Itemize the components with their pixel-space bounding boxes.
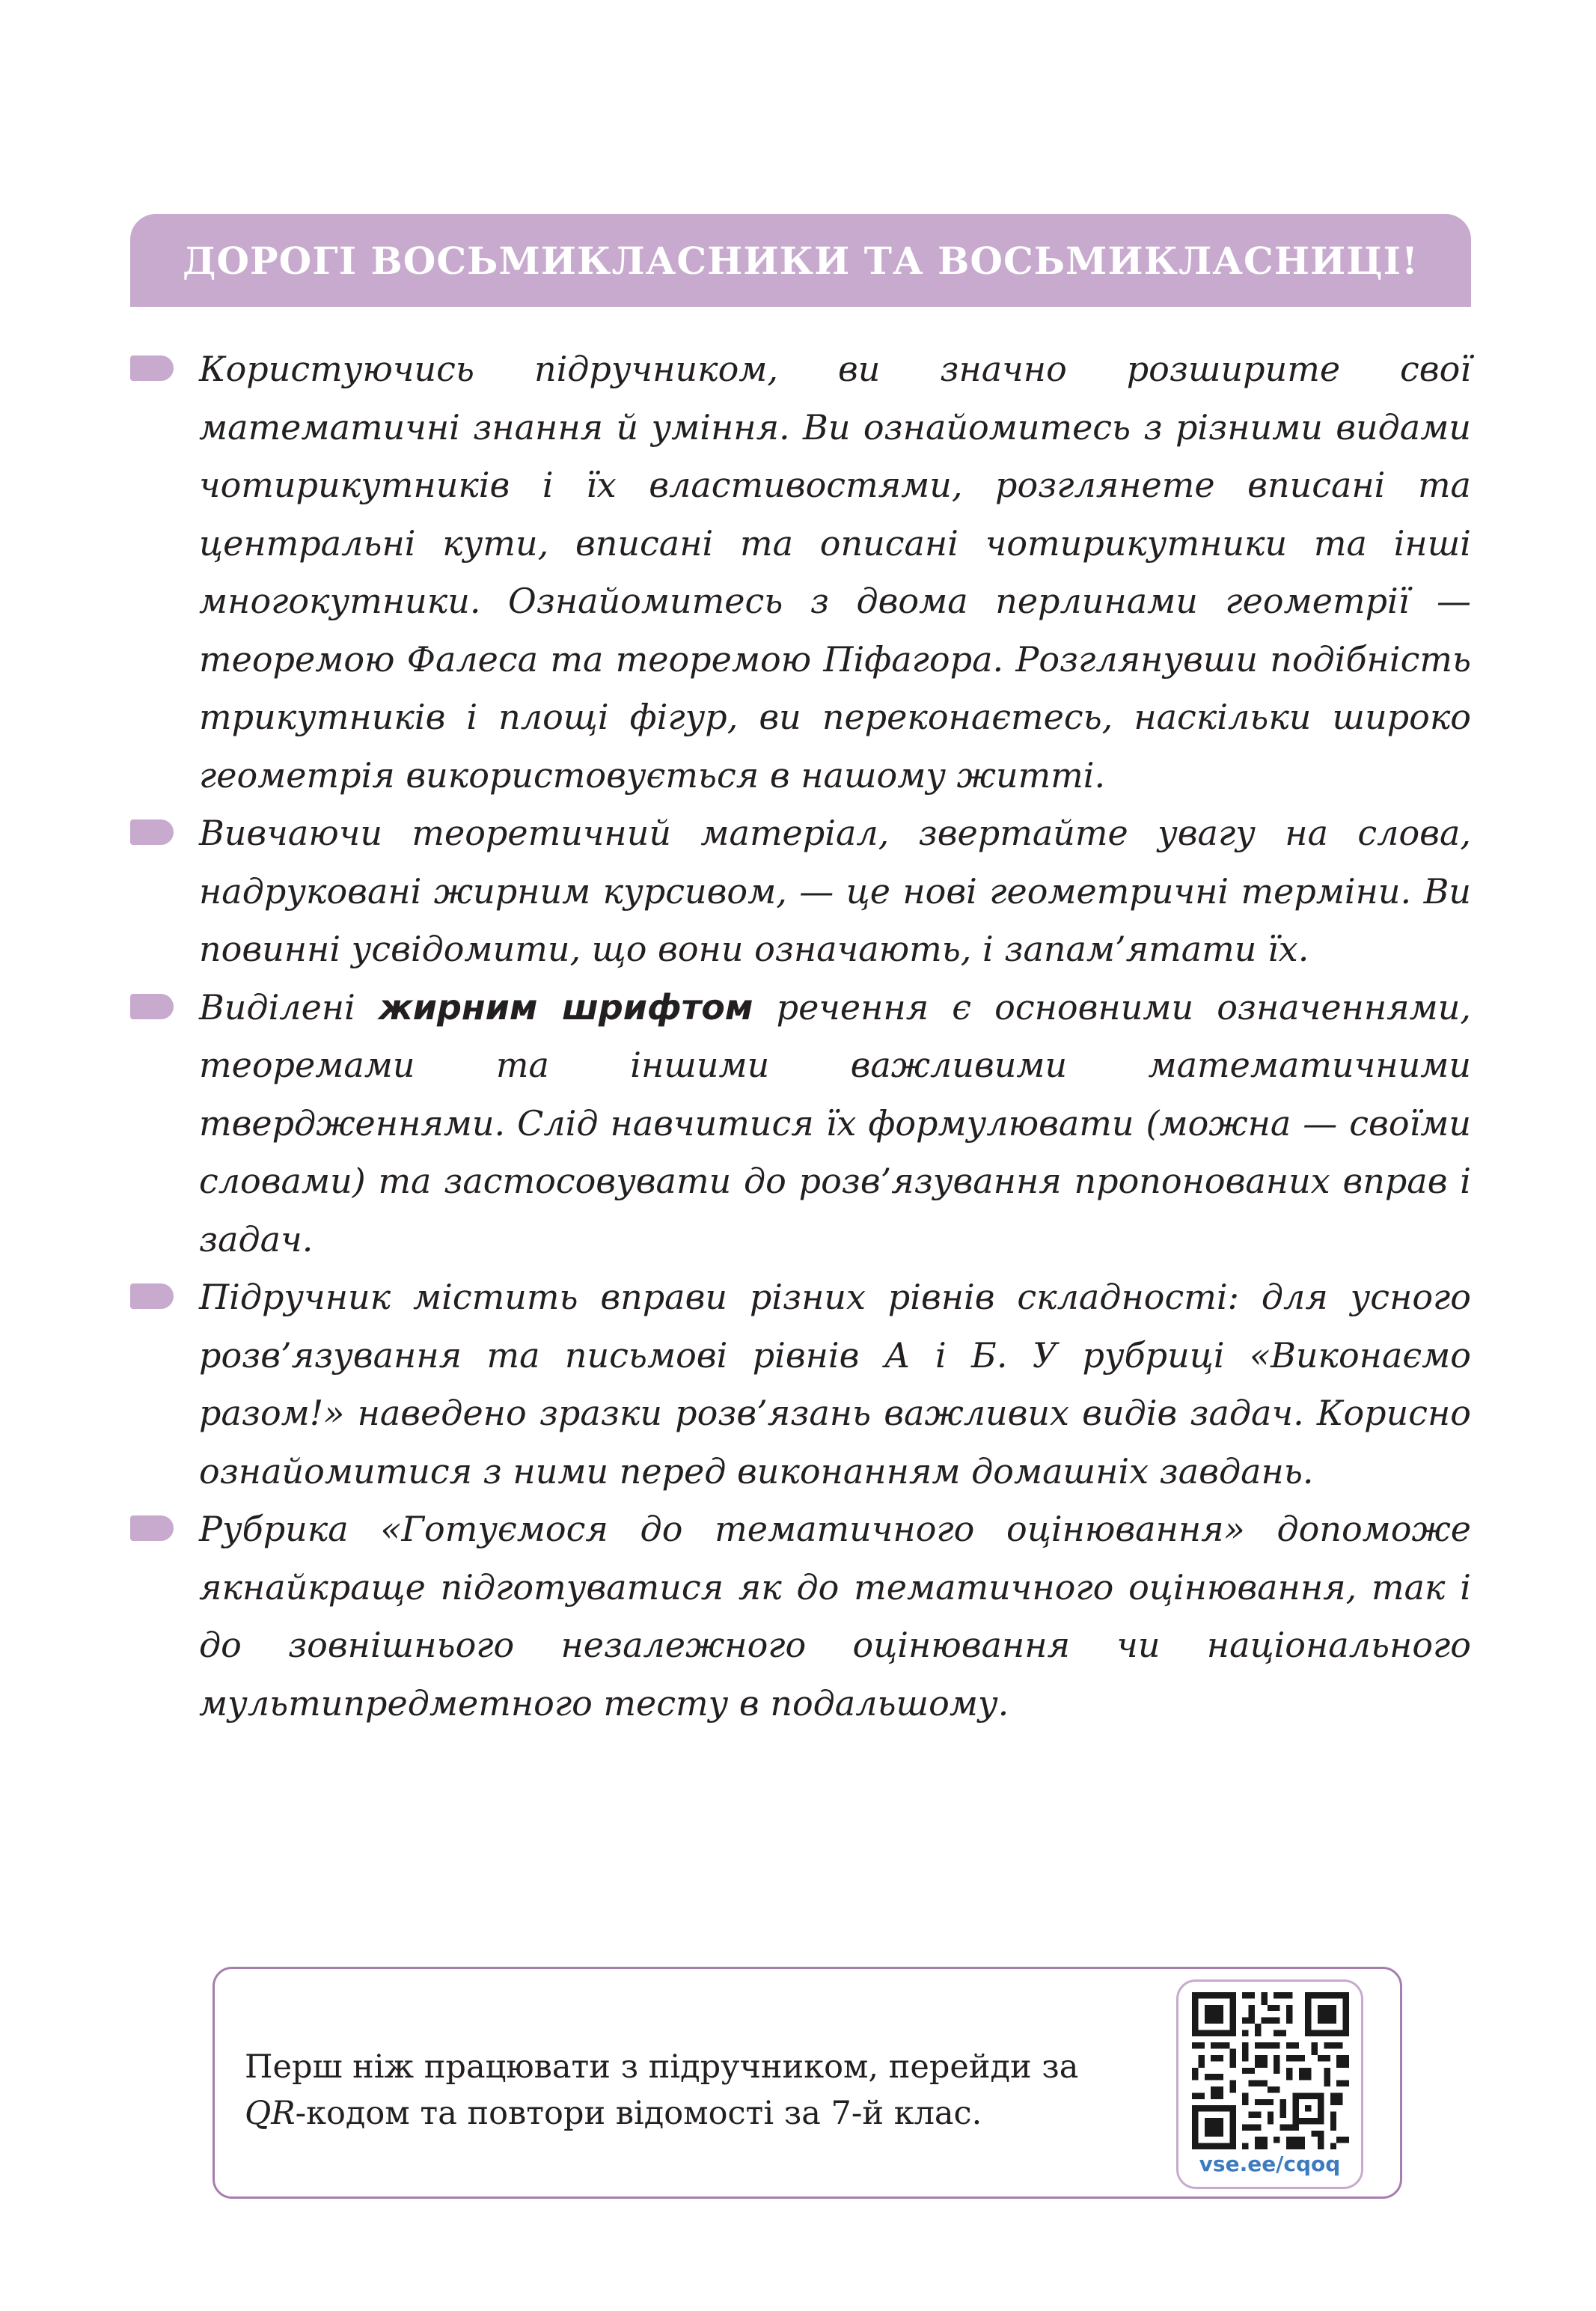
qr-review-panel (213, 1967, 1402, 2199)
intro-item-text: Користуючись підручником, ви значно розширите свої математичні знання й уміння. Ви ознайомитесь з різними видами чотирикутників і їх властивостями, розглянете вписані та центральні кути, вписані та описані чотирикутники та інші многокутники. Ознайомитесь з двома перлинами геометрії — теоремою Фалеса та теоремою Піфагора. Розглянувши подібність трикутників і площі фігур, ви переконаєтесь, наскільки широко геометрія використовується в нашому житті. (199, 349, 1471, 796)
intro-item-bold-statements (130, 979, 1471, 1269)
qr-code-icon[interactable] (1192, 1992, 1349, 2149)
bold-font-example: жирним шрифтом (378, 986, 753, 1028)
intro-item-text (199, 979, 1471, 1269)
section-title: ДОРОГІ ВОСЬМИКЛАСНИКИ ТА ВОСЬМИКЛАСНИЦІ! (183, 238, 1419, 283)
section-header-band (130, 214, 1471, 307)
intro-item-text: Вивчаючи теоретичний матеріал, звертайте увагу на слова, надруковані жирним курсивом, — це нові геометричні терміни. Ви повинні усвідомити, що вони означають, і запам’ятати їх. (199, 813, 1471, 969)
bullet-marker-icon (130, 1515, 174, 1541)
qr-code-card[interactable] (1176, 1979, 1363, 2189)
intro-item-text: Підручник містить вправи різних рівнів складності: для усного розв’язування та письмові рівнів А і Б. У рубриці «Виконаємо разом!» наведено зразки розв’язань важливих видів задач. Корисно ознайомитися з ними перед виконанням домашніх завдань. (199, 1277, 1471, 1492)
qr-abbreviation: QR (245, 2095, 296, 2132)
qr-link[interactable]: vse.ee/cqoq (1199, 2152, 1341, 2176)
intro-item-text-prefix: Виділені (199, 986, 379, 1028)
intro-item-exercises (130, 1269, 1471, 1501)
intro-item-assessment (130, 1501, 1471, 1733)
bullet-marker-icon (130, 819, 174, 845)
qr-review-text (245, 2044, 1128, 2137)
bullet-marker-icon (130, 994, 174, 1019)
intro-item-theory (130, 805, 1471, 979)
qr-text-after: -кодом та повтори відомості за 7-й клас. (295, 2095, 982, 2132)
bullet-marker-icon (130, 355, 174, 381)
intro-item-textbook-overview (130, 341, 1471, 805)
intro-item-text-suffix: речення є основними означеннями, теоремами та іншими важливими математичними твердженнями. Слід навчитися їх формулювати (можна — своїми словами) та застосовувати до розв’язування пропонованих вправ і задач. (199, 986, 1471, 1260)
qr-text-before: Перш ніж працювати з підручником, перейди за (245, 2048, 1079, 2086)
intro-list (130, 341, 1471, 1733)
bullet-marker-icon (130, 1283, 174, 1309)
intro-item-text: Рубрика «Готуємося до тематичного оцінювання» допоможе якнайкраще підготуватися як до тематичного оцінювання, так і до зовнішнього незалежного оцінювання чи національного мультипредметного тесту в подальшому. (199, 1509, 1471, 1724)
